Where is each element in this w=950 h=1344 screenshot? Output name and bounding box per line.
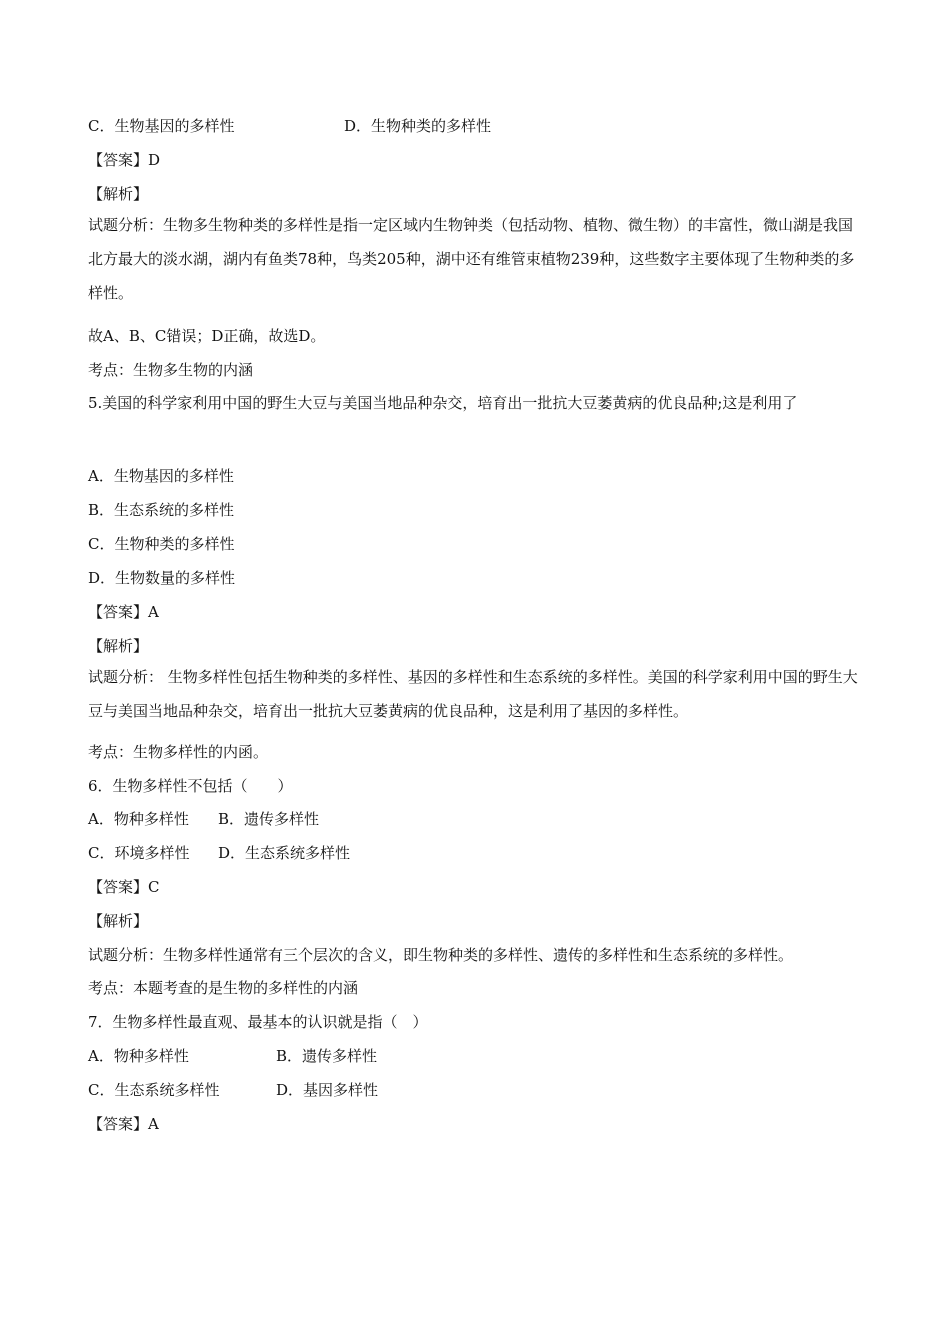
analysis-text: 试题分析：生物多生物种类的多样性是指一定区域内生物钟类（包括动物、植物、微生物）的丰富性，微山湖是我国北方最大的淡水湖，湖内有鱼类78种，鸟类205种，湖中还有维管束植物239种，这些数字主要体现了生物种类的多样性。 [88,216,855,302]
q6-option-d: D．生态系统多样性 [218,844,351,862]
q6-option-c: C．环境多样性 [88,844,190,862]
q6-analysis-text: 试题分析：生物多样性通常有三个层次的含义，即生物种类的多样性、遗传的多样性和生态系统的多样性。 [88,946,794,964]
q5-option-c: C．生物种类的多样性 [88,535,235,553]
question-5-stem: 5.美国的科学家利用中国的野生大豆与美国当地品种杂交，培育出一批抗大豆萎黄病的优良品种;这是利用了 [88,394,798,412]
conclusion-text: 故A、B、C错误；D正确，故选D。 [88,327,326,345]
option-d: D．生物种类的多样性 [344,117,492,135]
q5-option-a: A．生物基因的多样性 [88,467,234,485]
q6-kaodian: 考点：本题考查的是生物的多样性的内涵 [88,979,359,997]
q5-analysis-text: 试题分析： 生物多样性包括生物种类的多样性、基因的多样性和生态系统的多样性。美国的科学家利用中国的野生大豆与美国当地品种杂交，培育出一批抗大豆萎黄病的优良品种，这是利用了基因的多样性。 [88,668,858,720]
q6-option-a: A．物种多样性 [88,810,189,828]
q5-option-b: B．生态系统的多样性 [88,501,235,519]
q6-answer: 【答案】C [88,878,160,896]
analysis-label: 【解析】 [88,185,149,203]
q5-answer: 【答案】A [88,603,159,621]
q5-analysis-label: 【解析】 [88,637,149,655]
kaodian-text: 考点：生物多生物的内涵 [88,361,254,379]
question-7-stem: 7．生物多样性最直观、最基本的认识就是指（ ） [88,1013,428,1031]
q6-option-b: B．遗传多样性 [218,810,320,828]
q7-option-c: C．生态系统多样性 [88,1081,220,1099]
q7-answer: 【答案】A [88,1115,159,1133]
q7-option-b: B．遗传多样性 [276,1047,378,1065]
answer-label: 【答案】D [88,151,161,169]
question-6-stem: 6．生物多样性不包括（ ） [88,777,293,795]
q7-option-d: D．基因多样性 [276,1081,379,1099]
q7-option-a: A．物种多样性 [88,1047,189,1065]
q6-analysis-label: 【解析】 [88,912,149,930]
q5-kaodian: 考点：生物多样性的内函。 [88,743,269,761]
q5-option-d: D．生物数量的多样性 [88,569,236,587]
option-c: C．生物基因的多样性 [88,117,235,135]
